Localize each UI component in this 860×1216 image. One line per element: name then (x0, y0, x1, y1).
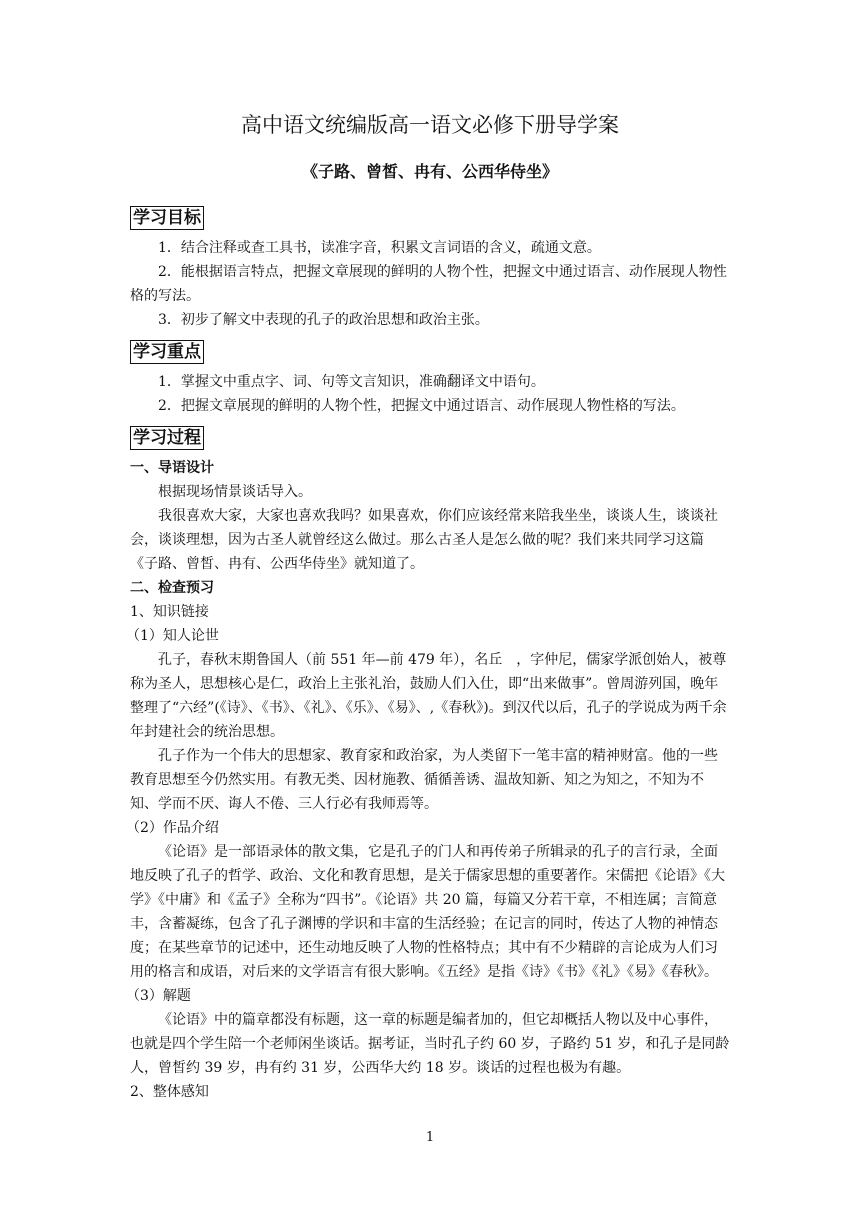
page-content (126, 110, 730, 1104)
section-heading-goals: 学习目标 (130, 206, 204, 230)
title-explain-paragraph: 《论语》中的篇章都没有标题，这一章的标题是编者加的，但它却概括人物以及中心事件，也就是四个学生陪一个老师闲坐谈话。据考证，当时孔子约 60 岁，子路约 51 岁，和孔子是同龄人，曾皙约 39 岁，冉有约 31 岁，公西华大约 18 岁。谈话的过程也极为有趣。 (130, 1012, 730, 1076)
author-paragraph: 孔子，春秋末期鲁国人（前 551 年—前 479 年），名丘 ，字仲尼，儒家学派创始人，被尊称为圣人，思想核心是仁，政治上主张礼治，鼓励人们入仕，即“出来做事”。曾周游列国，晚年整理了“六经”(《诗》、《书》、《礼》、《乐》、《易》、,《春秋》)。到汉代以后，孔子的学说成为两千余年封建社会的统治思想。 (130, 652, 727, 740)
intro-paragraph: 我很喜欢大家，大家也喜欢我吗？如果喜欢，你们应该经常来陪我坐坐，谈谈人生，谈谈社会，谈谈理想，因为古圣人就曾经这么做过。那么古圣人是怎么做的呢？我们来共同学习这篇《子路、曾皙、冉有、公西华侍坐》就知道了。 (130, 508, 718, 572)
author-heading: （1）知人论世 (126, 628, 219, 644)
author-paragraph: 孔子作为一个伟大的思想家、教育家和政治家，为人类留下一笔丰富的精神财富。他的一些教育思想至今仍然实用。有教无类、因材施教、循循善诱、温故知新、知之为知之，不知为不知、学而不厌、诲人不倦、三人行必有我师焉等。 (130, 748, 718, 812)
intro-heading: 一、导语设计 (130, 460, 214, 476)
overall-heading: 2、整体感知 (130, 1084, 209, 1100)
work-paragraph: 《论语》是一部语录体的散文集，它是孔子的门人和再传弟子所辑录的孔子的言行录，全面地反映了孔子的哲学、政治、文化和教育思想，是关于儒家思想的重要著作。宋儒把《论语》《大学》《中庸》和《孟子》全称为“四书”。《论语》共 20 篇，每篇又分若干章，不相连属；言简意丰，含蓄凝练，包含了孔子渊博的学识和丰富的生活经验；在记言的同时，传达了人物的神情态度；在某些章节的记述中，还生动地反映了人物的性格特点；其中有不少精辟的言论成为人们习用的格言和成语，对后来的文学语言有很大影响。《五经》是指《诗》《书》《礼》《易》《春秋》。 (130, 844, 725, 980)
goal-item: 1．结合注释或查工具书，读准字音，积累文言词语的含义，疏通文意。 (158, 240, 601, 256)
goal-item: 3．初步了解文中表现的孔子的政治思想和政治主张。 (158, 312, 489, 328)
section-heading-process: 学习过程 (130, 426, 204, 450)
document-title: 高中语文统编版高一语文必修下册导学案 (241, 113, 619, 137)
key-point-item: 1．掌握文中重点字、词、句等文言知识，准确翻译文中语句。 (158, 374, 545, 390)
document-subtitle: 《子路、曾皙、冉有、公西华侍坐》 (301, 162, 558, 181)
page-number: 1 (425, 1130, 435, 1145)
key-point-item: 2．把握文章展现的鲜明的人物个性，把握文中通过语言、动作展现人物性格的写法。 (158, 398, 685, 414)
knowledge-heading: 1、知识链接 (130, 604, 209, 620)
intro-paragraph: 根据现场情景谈话导入。 (158, 484, 312, 500)
title-explain-heading: （3）解题 (126, 988, 191, 1004)
goal-item: 2．能根据语言特点，把握文章展现的鲜明的人物个性，把握文中通过语言、动作展现人物性格的写法。 (130, 264, 727, 304)
section-heading-key-points: 学习重点 (130, 340, 204, 364)
work-heading: （2）作品介绍 (126, 820, 219, 836)
preview-heading: 二、检查预习 (130, 580, 214, 596)
